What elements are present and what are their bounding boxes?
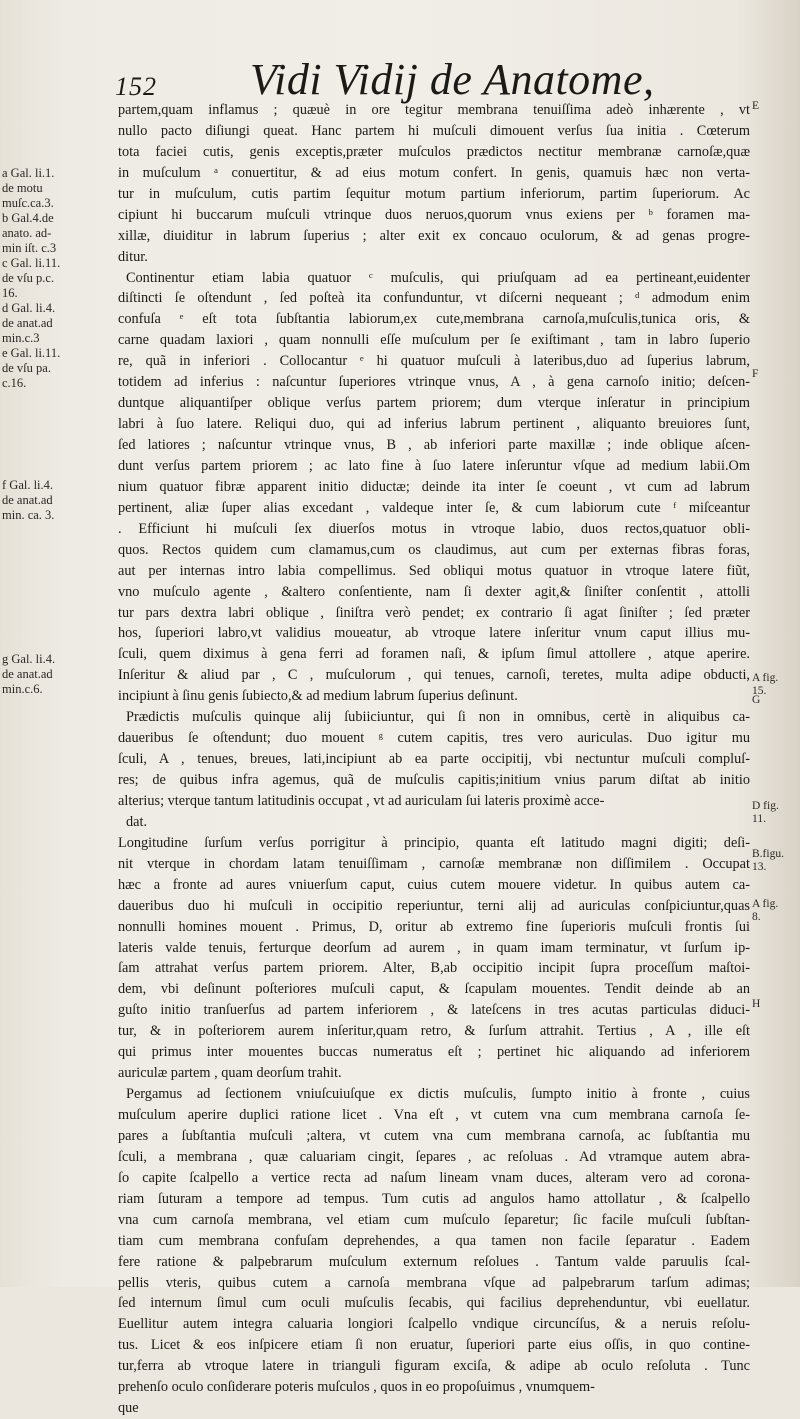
text-line: Longitudine ſurſum verſus porrigitur à principio, quanta eſt latitudo magni digiti; deſi-: [118, 834, 750, 851]
text-line: ſed internum ſimul cum oculi muſculis ſecabis, qui facilius deprehenduntur, vbi euellatur.: [118, 1295, 750, 1312]
margin-note-line: A fig.: [752, 672, 779, 684]
text-line: confuſa ᵉ eſt tota ſubſtantia labiorum,ex cute,membrana carnoſa,muſculis,tunica oris, &: [118, 311, 750, 328]
text-line: nit vterque in chordam latam tenuiſſimam , carnoſæ membranæ non diſſimilem . Occupat: [118, 855, 750, 872]
margin-note-line: A fig.: [752, 898, 779, 910]
page-header: [110, 48, 750, 104]
margin-note-line: c Gal. li.11.: [2, 256, 61, 270]
text-line: hæc a fronte ad aures vniuerſum caput, cuius cutem mouere videtur. In quibus autem ca-: [118, 876, 750, 893]
margin-note-line: min.c.6.: [2, 682, 43, 696]
margin-note-line: 11.: [752, 813, 766, 825]
margin-letter-g: [752, 694, 798, 707]
text-line: riam ſuturam a tempore ad tempus. Tum cutis ad angulos hamo attollatur , & ſcalpello: [118, 1190, 750, 1207]
text-line: muſculum aperire duplici ratione licet . Vna eſt , vt cutem vna cum membrana carnoſa ſe-: [118, 1107, 750, 1123]
margin-note-line: c.16.: [2, 376, 27, 390]
margin-note-line: de anat.ad: [2, 316, 53, 330]
margin-note-line: 15.: [752, 685, 767, 697]
text-line: pertinent, aliæ ſuper alias excedant , valdeque inter ſe, & cum labiorum cute ᶠ miſceantur: [118, 499, 750, 516]
text-line: aut per internas intro labia compellimus. Sed obliqui motus quatuor in vtroque latere fiũt,: [118, 562, 750, 579]
margin-letter-f: [752, 368, 798, 381]
text-line: totidem ad inferius : naſcuntur ſuperiores vtrinque vnus, A , à gena carnoſo initio; deſcen-: [118, 374, 750, 391]
main-text: [118, 100, 750, 1419]
text-line: incipiunt à ſinu genis ſubiecto,& ad medium labrum ſuperius deſinunt.: [118, 688, 518, 705]
text-line: dat.: [126, 813, 148, 830]
text-line: alterius; vterque tantum latitudinis occupat , vt ad auriculam ſui lateris proximè acce-: [118, 792, 605, 809]
text-line: pares a ſubſtantia muſculi ;altera, vt cutem vna cum membrana carnoſa, ac ſubſtantia mu: [118, 1127, 750, 1144]
text-line: carne quadam laxiori , quam nonnulli eſſe muſculum per ſe exiſtimant , tam in labro ſuperio: [118, 332, 750, 349]
margin-note-line: min. ca. 3.: [2, 508, 55, 522]
text-line: diſtincti ſe oſtendunt , ſed poſteà ita confunduntur, vt diſcerni nequeant ; ᵈ admodum enim: [118, 290, 750, 307]
margin-letter-h: [752, 998, 798, 1011]
text-line: re, quã in inferiori . Collocantur ᵉ hi quatuor muſculi à lateribus,duo ad ſuperius labrum,: [118, 353, 750, 370]
text-line: auriculæ partem , quam deorſum trahit.: [118, 1065, 342, 1082]
margin-fig-b-13: [752, 848, 798, 874]
text-line: lateris valde tenuis, ferturque deorſum ad aurem , in quam imam terminatur, vt ſurſum ip-: [118, 939, 750, 956]
text-line: tur in muſculum, cutis partim ſequitur motum partium inferiorum, partim ſuperiorum. Ac: [118, 185, 750, 202]
text-line: prehenſo oculo conſiderare poteris muſculos , quos in eo propoſuimus , vnumquem-: [118, 1379, 595, 1396]
margin-note-line: H: [752, 998, 761, 1010]
text-line: vno muſculo agente , &altero conſentiente, nam ſi dexter agit,& ſiniſter conſentit , attolli: [118, 583, 750, 600]
margin-note-line: F: [752, 368, 759, 380]
margin-letter-e: [752, 100, 798, 113]
text-line: res; de quibus infra agemus, quã de muſculis capitis;initium vnius parum diſtat ab initio: [118, 772, 750, 788]
text-line: cipiunt hi buccarum muſculi vtrinque duos neruos,quorum vnus exiens per ᵇ foramen ma-: [118, 206, 750, 223]
text-line: tiam cum membrana confuſam deprehendes, a qua tamen non facile ſeparatur . Eadem: [118, 1232, 750, 1249]
margin-note-line: 13.: [752, 861, 767, 873]
margin-note-line: b Gal.4.de: [2, 211, 54, 225]
text-line: pellis vteris, quibus cutem a carnoſa membrana vſque ad palpebrarum tarſum adimas;: [118, 1274, 750, 1291]
page-number: 152: [115, 72, 157, 101]
running-title: Vidi Vidij de Anatome,: [250, 55, 655, 104]
text-line: ditur.: [118, 248, 148, 265]
margin-note-line: 8.: [752, 911, 761, 923]
text-line: Pergamus ad ſectionem vniuſcuiuſque ex dictis muſculis, ſumpto initio à fronte , cuius: [126, 1086, 750, 1103]
text-line: tus. Licet & eos inſpicere etiam ſi non eruatur, ſuperiori parte eius oſſis, in quo contine-: [118, 1337, 750, 1354]
text-line: duntque aliquantiſper oblique verſus partem priorem; dum vterque inſeratur in principium: [118, 395, 750, 412]
text-line: daueribus duo hi muſculi in occipitio reperiuntur, terni alij ad auriculas conſpiciuntur,quas: [118, 897, 750, 914]
text-line: tota faciei cutis, genis exceptis,præter muſculos prædictos nectitur membranæ carnoſæ,quæ: [118, 143, 750, 160]
margin-note-a-b: [2, 166, 114, 256]
margin-note-line: de motu: [2, 181, 43, 195]
margin-note-line: de anat.ad: [2, 667, 53, 681]
text-line: nium quatuor fibræ apparent initio diductæ; deinde ita inter ſe coeunt , vt cum ad labrum: [118, 478, 750, 495]
text-line: fere ratione & palpebrarum muſculum externum reſolues . Tantum valde paruulis ſcal-: [118, 1253, 750, 1270]
margin-note-line: B.figu.: [752, 848, 784, 860]
text-line: Euellitur autem integra caluaria longiori ſcalpello vndique circuncíſus, & a neruis reſolu-: [118, 1316, 750, 1333]
margin-note-line: anato. ad-: [2, 226, 52, 240]
text-line: qui primus inter mouentes buccas numeratus eſt ; pertinet hic aliquando ad inferiorem: [118, 1044, 750, 1061]
margin-note-line: min.c.3: [2, 331, 40, 345]
text-line: ſo capite ſcalpello a vertice recta ad naſum lineam vnam duces, alteram vero ad corona-: [118, 1169, 750, 1186]
margin-note-line: muſc.ca.3.: [2, 196, 54, 210]
text-line: tur, & in poſteriorem aurem inſeritur,quam retro, & ſurſum attrahit. Tertius , A , ille eſt: [118, 1023, 750, 1040]
text-line: xillæ, diuiditur in labrum ſuperius ; alter exit ex concauo oculorum, & ad genas progre-: [118, 227, 750, 244]
text-line: dunt verſus partem priorem ; ac lato fine à ſuo latere inſeruntur vſque ad medium labii.Om: [118, 457, 750, 474]
margin-note-line: de vſu p.c.: [2, 271, 55, 285]
margin-note-line: f Gal. li.4.: [2, 478, 54, 492]
margin-note-f: [2, 478, 114, 523]
text-line: ſculi, a membrana , quæ caluariam cingit, ſepares , ac reſoluas . Ad vtramque autem abra-: [118, 1148, 750, 1165]
margin-note-line: D fig.: [752, 800, 779, 812]
margin-note-line: 16.: [2, 286, 18, 300]
margin-fig-a-8: [752, 898, 798, 924]
text-line: partem,quam inflamus ; quæuè in ore tegitur membrana tenuiſſima adeò inhærente , vt: [118, 102, 750, 118]
text-line: in muſculum ᵃ conuertitur, & ad eius motum confert. In genis, quamuis hæc non verta-: [118, 164, 750, 181]
text-line: vna cum carnoſa membrana, vel etiam cum muſculo ſeparetur; ſic facile muſculi ſubſtan-: [118, 1211, 750, 1228]
margin-note-line: de anat.ad: [2, 493, 53, 507]
text-line: . Efficiunt hi muſculi ſex diuerſos motus in vtroque labio, duos rectos,quatuor obli-: [118, 520, 750, 537]
text-line: quos. Rectos quidem cum clamamus,cum os claudimus, aut cum per externas fibras foras,: [118, 541, 750, 558]
margin-note-c-d-e: [2, 256, 114, 391]
margin-note-line: a Gal. li.1.: [2, 166, 55, 180]
margin-note-line: de vſu pa.: [2, 361, 51, 375]
margin-note-line: min iſt. c.3: [2, 241, 57, 255]
text-line: labri à ſuo latere. Reliqui duo, qui ad inferius labrum pertinent , aliquanto breuiores ſunt,: [118, 416, 750, 433]
text-line: hos, ſuperiori labro,vt validius moueatur, ab vtroque latere inſeritur vnum caput illius mu-: [118, 625, 750, 642]
text-line: Prædictis muſculis quinque alij ſubiiciuntur, qui ſi non in omnibus, certè in aliquibus ca-: [126, 709, 750, 726]
text-line: tur pars dextra labri oblique , ſiniſtra verò pendet; ex contrario ſi agat ſiniſter ; ſed præter: [118, 604, 750, 621]
text-line: daueribus ſe oſtendunt; duo mouent ᵍ cutem capitis, tres vero auriculas. Duo igitur mu: [118, 730, 750, 747]
margin-note-line: g Gal. li.4.: [2, 652, 56, 666]
text-line: ſam attrahat verſus partem priorem. Alter, B,ab occipitio incipit ſupra proceſſum maſtoi-: [118, 960, 750, 977]
text-line: dem, vbi deſinunt poſteriores muſculi caput, & ſcapulam mouentes. Tendit deinde ab an: [118, 981, 750, 998]
text-line: ſed latiores ; naſcuntur vtrinque vnus, B , ab inferiori parte maxillæ ; inde oblique aſcen-: [118, 437, 750, 453]
text-line: nonnulli homines mouent . Primus, D, oritur ab extremo fine ſuperioris muſculi frontis ſui: [118, 918, 750, 935]
margin-note-g: [2, 652, 114, 697]
text-line: tur,ferra ab vtroque latere in trianguli figuram exciſa, & adipe ab oculo reſoluta . Tunc: [118, 1358, 750, 1375]
margin-note-line: e Gal. li.11.: [2, 346, 61, 360]
text-line: nullo pacto diſiungi queat. Hanc partem hi muſculi dimouent verſus ſua initia . Cœterum: [118, 122, 750, 139]
text-line: ſculi, quem diximus à gena ferri ad foramen naſi, & ipſum ſimul attollere , atque aperire.: [118, 646, 750, 663]
text-line: Inſeritur & aliud par , C , muſculorum , qui tenues, carnoſi, teretes, multa adipe obducti,: [118, 667, 750, 684]
text-line: Continentur etiam labia quatuor ᶜ muſculis, qui priuſquam ad ea pertineant,euidenter: [126, 269, 750, 286]
margin-note-line: d Gal. li.4.: [2, 301, 56, 315]
margin-fig-d-11: [752, 800, 798, 826]
text-line: ſculi, A , tenues, breues, lati,incipiunt ab ea parte occipitij, vbi nectuntur muſculi compluſ-: [118, 751, 750, 768]
text-line: que: [118, 1400, 139, 1417]
margin-note-line: G: [752, 694, 761, 706]
text-line: guſto initio tranſuerſus ad partem inferiorem , & lateſcens in tres acutas particulas diduci-: [118, 1002, 750, 1019]
margin-note-line: E: [752, 100, 760, 112]
